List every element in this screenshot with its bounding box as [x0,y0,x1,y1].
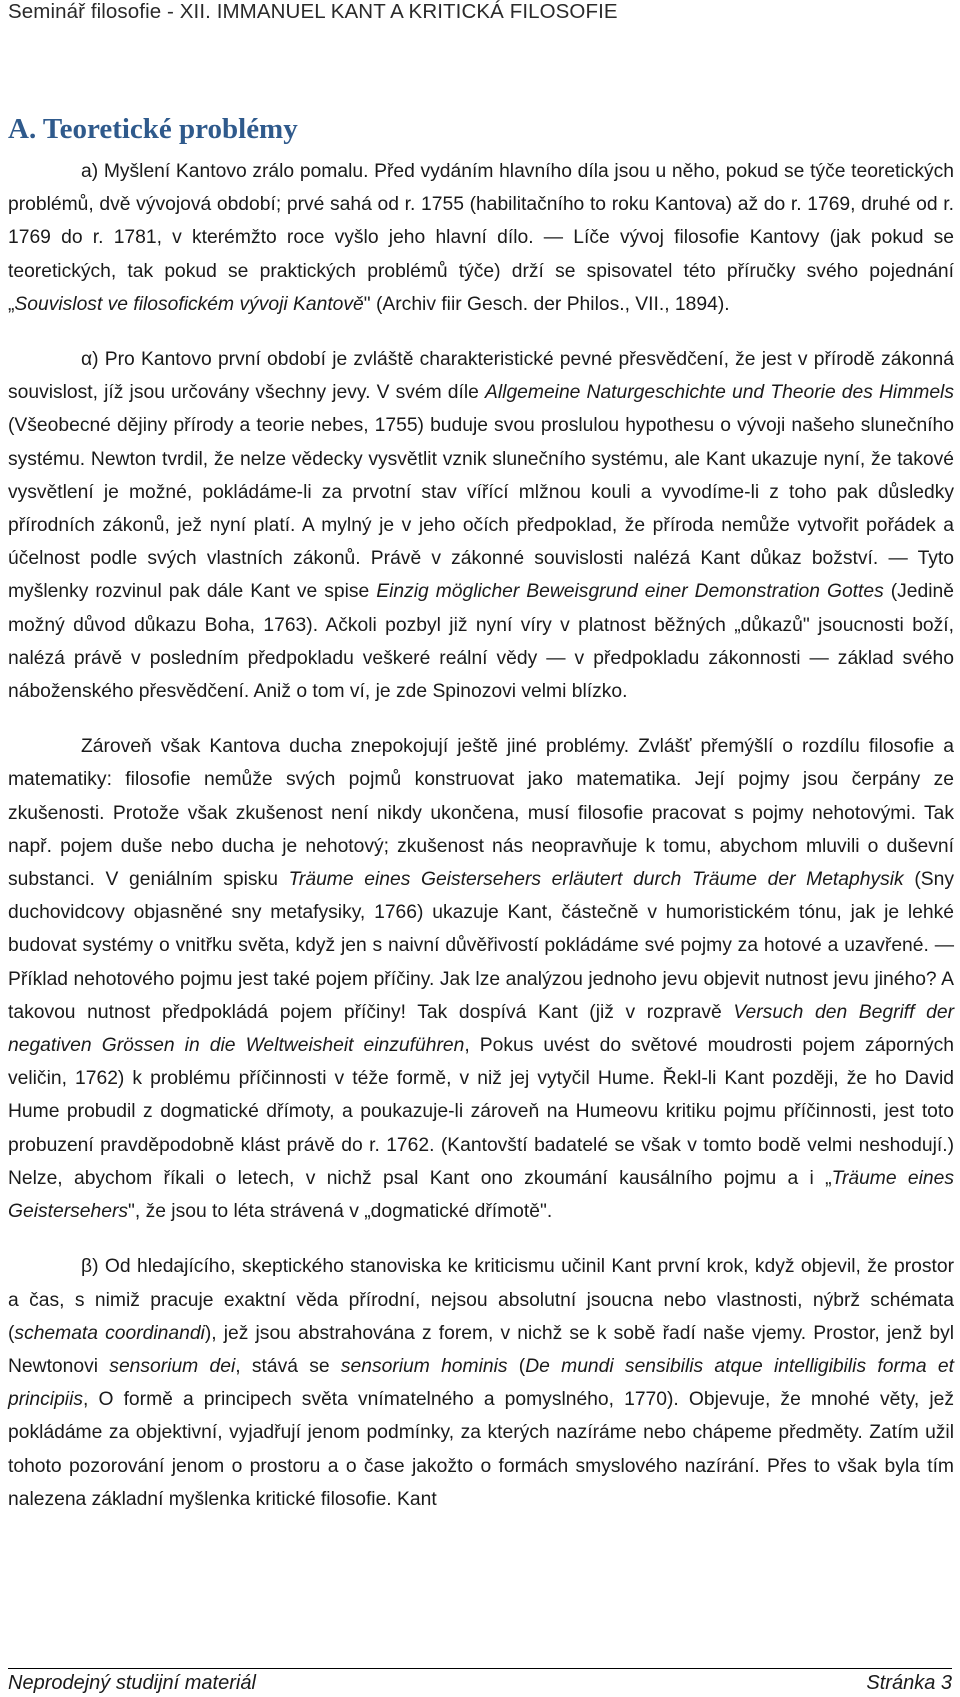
italic-term: sensorium hominis [340,1355,508,1377]
italic-title: Einzig möglicher Beweisgrund einer Demonstration Gottes [376,581,884,603]
text-run: (Sny duchovidcovy objasněné sny metafysiky, 1766) ukazuje Kant, částečně v humoristickém tónu, jak je lehké budovat systémy o vnitřku světa, když jen s naivní důvěřivostí pokládáme své pojmy za hotové a uzavřené. — Příklad nehotového pojmu jest také pojem příčiny. Jak lze analýzou jednoho jevu objevit nutnost jevu jiného? A takovou nutnost předpokládá pojem příčiny! Tak dospívá Kant (již v rozpravě [8,869,954,1023]
text-run: (Všeobecné dějiny přírody a teorie nebes, 1755) buduje svou proslulou hypothesu o vývoji našeho slunečního systému. Newton tvrdil, že nelze vědecky vysvětlit vznik slunečního systému, ale Kant ukazuje nyní, že takové vysvětlení je možné, pokládáme-li za prvotní stav vířící mlžnou kouli a vyvodíme-li z toho pak důsledky přírodních zákonů, jež nyní platí. A mylný je v jeho očích předpoklad, že příroda nemůže vytvořit pořádek a účelnost podle svých vlastních zákonů. Právě v zákonné souvislosti nalézá Kant důkaz božství. — Tyto myšlenky rozvinul pak dále Kant ve spise [8,415,954,603]
italic-term: sensorium dei [109,1355,236,1377]
text-run: a) Myšlení Kantovo zrálo pomalu. Před vydáním hlavního díla jsou u něho, pokud se týče teoretických problémů, dvě vývojová období; prvé sahá od r. 1755 (habilitačního to roku Kantova) až do r. 1769, druhé od r. 1769 do r. 1781, v kterémžto roce vyšlo jeho hlavní dílo. — Líče vývoj filosofie Kantovy (jak pokud se teoretických, tak pokud se praktických problémů týče) drží se spisovatel této příručky svého pojednání „ [8,161,954,315]
paragraph-beta [8,1250,954,1516]
text-run: , stává se [235,1355,341,1377]
paragraph-problems [8,730,954,1228]
text-run: β) Od hledajícího, skeptického stanoviska ke kriticismu učinil Kant první krok, když objevil, že prostor a čas, s nimiž pracuje exaktní věda přírodní, nejsou absolutní jsoucna nebo vlastnosti, nýbrž schémata ( [8,1256,954,1344]
body-text [8,155,954,1516]
italic-term: schemata coordinandi [14,1322,205,1344]
text-run: , Pokus uvést do světové moudrosti pojem záporných veličin, 1762) k problému příčinnosti v téže formě, v niž jej vytyčil Hume. Řekl-li Kant později, že ho David Hume probudil z dogmatické dřímoty, a poukazuje-li zároveň na Humeovu kritiku pojmu příčinnosti, jest toto probuzení pravděpodobně klást právě do r. 1762. (Kantovští badatelé se však v tomto bodě velmi neshodují.) Nelze, abychom říkali o letech, v nichž psal Kant ono zkoumání kausálního pojmu a i „ [8,1035,954,1189]
italic-title: Träume eines Geistersehers erläutert durch Träume der Metaphysik [288,869,904,891]
italic-title: Träume eines Geistersehers [8,1167,955,1223]
paragraph-a [8,155,954,321]
footer-note: Neprodejný studijní materiál [8,1672,256,1694]
text-run: ( [507,1355,526,1377]
page-number: Stránka 3 [866,1672,952,1694]
section-heading: A. Teoretické problémy [8,113,298,145]
text-run: ), jež jsou abstrahována z forem, v nichž se k sobě řadí naše vjemy. Prostor, jenž byl Newtonovi [8,1322,954,1377]
italic-title: Allgemeine Naturgeschichte und Theorie des Himmels [485,382,954,404]
text-run: ", že jsou to léta strávená v „dogmatické dřímotě". [128,1201,553,1223]
running-header: Seminář filosofie - XII. IMMANUEL KANT A KRITICKÁ FILOSOFIE [8,0,618,23]
italic-title: Versuch den Begriff der negativen Grössen in die Weltweisheit einzuführen [8,1001,954,1057]
text-run: Zároveň však Kantova ducha znepokojují ještě jiné problémy. Zvlášť přemýšlí o rozdílu filosofie a matematiky: filosofie nemůže svých pojmů konstruovat jako matematika. Její pojmy jsou čerpány ze zkušenosti. Protože však zkušenost není nikdy ukončena, musí filosofie pracovat s pojmy nehotovými. Tak např. pojem duše nebo ducha je nehotový; zkušenost nás neopravňuje k tomu, abychom mluvili o duševní substanci. V geniálním spisku [8,736,954,891]
italic-title: De mundi sensibilis atque intelligibilis forma et principiis [8,1355,955,1411]
text-run: (Jedině možný důvod důkazu Boha, 1763). Ačkoli pozbyl již nyní víry v platnost běžných „důkazů" jsoucnosti boží, nalézá právě v posledním předpokladu veškeré reální vědy — v předpokladu zákonnosti — základ svého náboženského přesvědčení. Aniž o tom ví, je zde Spinozovi velmi blízko. [8,581,954,703]
text-run: , O formě a principech světa vnímatelného a pomyslného, 1770). Objevuje, že mnohé věty, jež pokládáme za objektivní, vyjadřují jenom podmínky, za kterých nazíráme nebo chápeme předměty. Zatím užil tohoto pozorování jenom o prostoru a o čase jakožto o formách smyslového nazírání. Přes to však byla tím nalezena základní myšlenka kritické filosofie. Kant [8,1389,954,1510]
italic-title: Souvislost ve filosofickém vývoji Kantově [14,293,364,315]
text-run: " (Archiv fiir Gesch. der Philos., VII., 1894). [363,293,730,315]
page-footer [8,1668,952,1695]
text-run: α) Pro Kantovo první období je zvláště charakteristické pevné přesvědčení, že jest v přírodě zákonná souvislost, jíž jsou určovány všechny jevy. V svém díle [8,349,954,404]
paragraph-alpha [8,343,954,708]
